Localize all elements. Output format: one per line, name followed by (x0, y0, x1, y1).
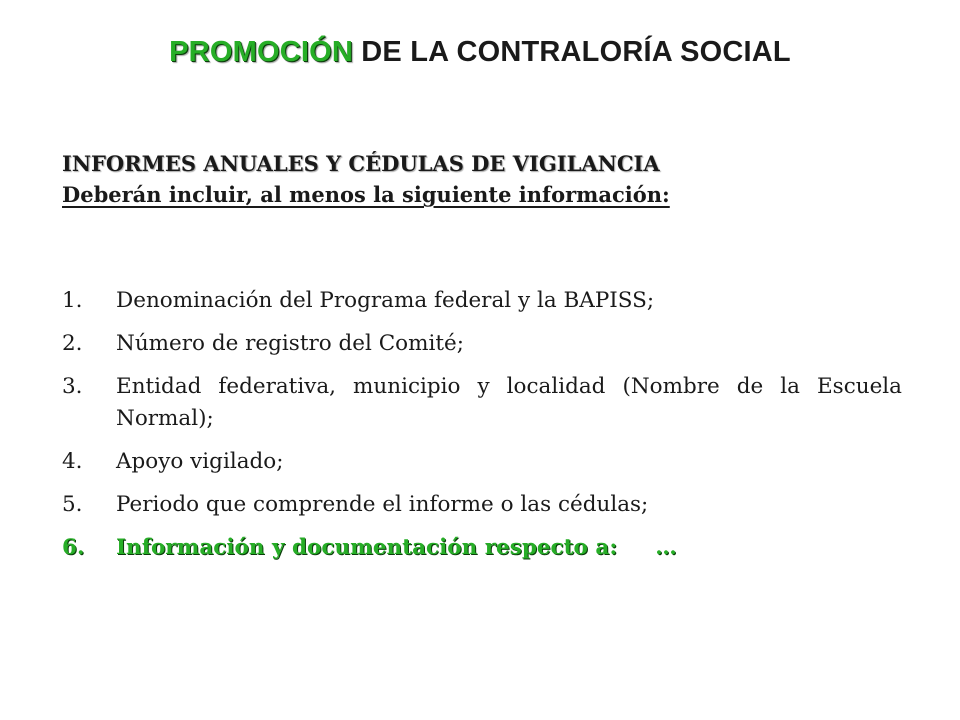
requirements-list (62, 285, 902, 575)
section-heading: INFORMES ANUALES Y CÉDULAS DE VIGILANCIA (62, 151, 660, 176)
list-item (62, 328, 902, 360)
list-item-text: Número de registro del Comité; (116, 331, 464, 356)
list-item-number: 5. (62, 492, 83, 517)
list-item-text: Entidad federativa, municipio y localidad (Nombre de la Escuela Normal); (116, 374, 902, 431)
list-item-text-wrap (116, 532, 902, 564)
title-rest: DE LA CONTRALORÍA SOCIAL (353, 36, 791, 68)
slide-title (0, 36, 960, 69)
list-item (62, 285, 902, 317)
list-item-text: Periodo que comprende el informe o las cédulas; (116, 492, 649, 517)
list-item-text: Apoyo vigilado; (116, 449, 284, 474)
section-subheading: Deberán incluir, al menos la siguiente información: (62, 182, 670, 207)
list-item-number: 1. (62, 288, 83, 313)
list-item (62, 371, 902, 435)
list-item (62, 489, 902, 521)
ellipsis: … (655, 535, 677, 560)
section-header (62, 150, 892, 212)
list-item-number: 6. (62, 535, 85, 560)
list-item-text: Información y documentación respecto a: (116, 535, 618, 560)
list-item-number: 2. (62, 331, 83, 356)
list-item-highlighted (62, 532, 902, 564)
list-item (62, 446, 902, 478)
list-item-text: Denominación del Programa federal y la BAPISS; (116, 288, 655, 313)
list-item-number: 3. (62, 374, 83, 399)
list-item-number: 4. (62, 449, 83, 474)
title-accent: PROMOCIÓN (169, 36, 353, 68)
